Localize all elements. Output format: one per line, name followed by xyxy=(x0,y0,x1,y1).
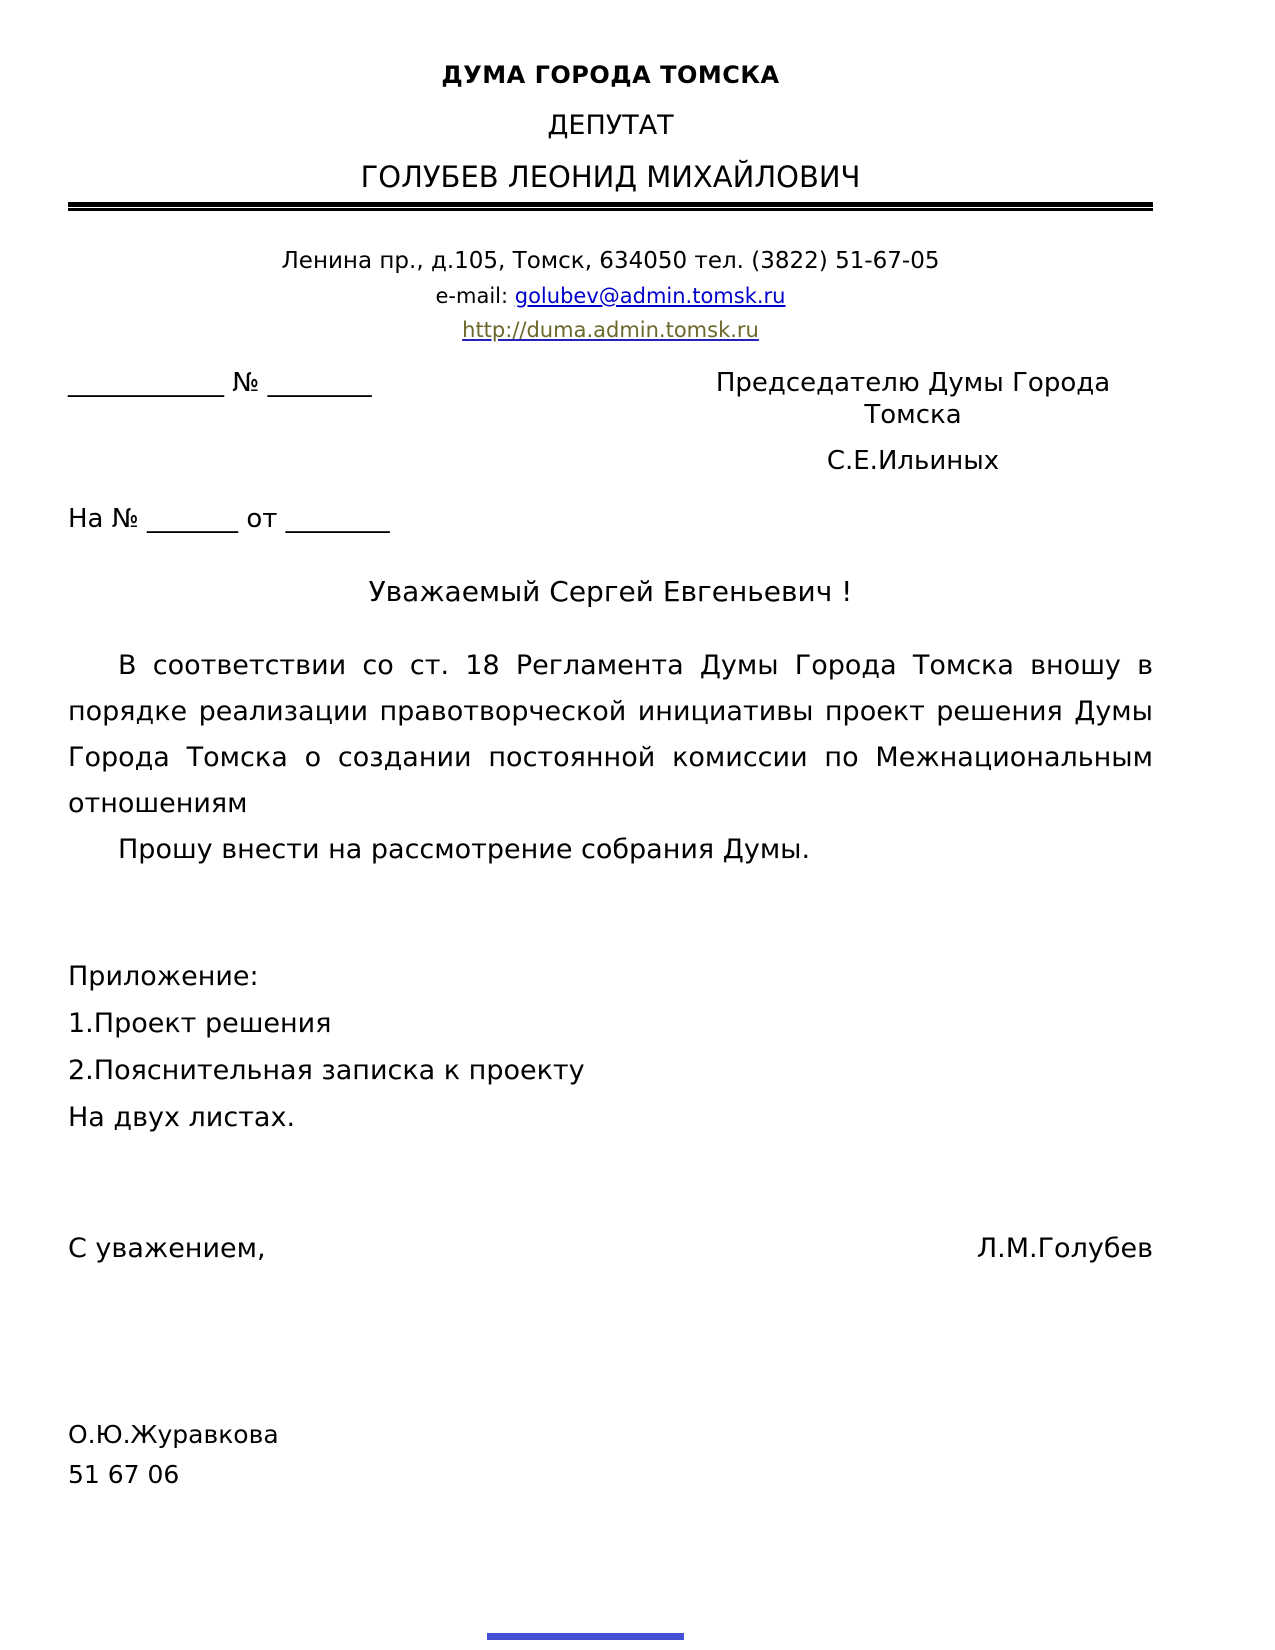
addressee-block xyxy=(673,367,1153,477)
attachment-item-1: 1.Проект решения xyxy=(68,1008,332,1039)
organization-title: ДУМА ГОРОДА ТОМСКА xyxy=(441,61,780,89)
email-label: e-mail: xyxy=(435,284,515,308)
deputy-name: ГОЛУБЕВ ЛЕОНИД МИХАЙЛОВИЧ xyxy=(360,160,861,194)
contact-block xyxy=(68,247,1153,343)
incoming-number-blank: На № _______ от ________ xyxy=(68,504,390,534)
signature-name: Л.М.Голубев xyxy=(976,1233,1153,1264)
signature-closing: С уважением, xyxy=(68,1233,266,1264)
deputy-role: ДЕПУТАТ xyxy=(547,110,674,141)
addressee-title: Председателю Думы Города Томска xyxy=(715,368,1111,430)
reference-row xyxy=(68,367,1153,477)
attachments-note: На двух листах. xyxy=(68,1102,296,1133)
letterhead-divider xyxy=(68,202,1153,211)
attachment-item-2: 2.Пояснительная записка к проекту xyxy=(68,1055,585,1086)
contact-address: Ленина пр., д.105, Томск, 634050 тел. (3822) 51-67-05 xyxy=(281,248,940,274)
letterhead xyxy=(68,60,1153,194)
contact-website-line xyxy=(68,317,1153,343)
contact-email-line xyxy=(68,283,1153,309)
executor-name: О.Ю.Журавкова xyxy=(68,1420,279,1449)
signature-row xyxy=(68,1233,1153,1265)
executor-footer xyxy=(68,1415,1153,1495)
bottom-blue-line xyxy=(487,1633,684,1640)
outgoing-number-blank: ____________ № ________ xyxy=(68,368,372,398)
body-paragraph-2: Прошу внести на рассмотрение собрания Думы. xyxy=(118,834,811,865)
email-link[interactable]: golubev@admin.tomsk.ru xyxy=(514,284,786,308)
executor-phone: 51 67 06 xyxy=(68,1460,180,1489)
salutation: Уважаемый Сергей Евгеньевич ! xyxy=(368,575,853,608)
attachments-block xyxy=(68,953,1153,1141)
body-paragraph-1: В соответствии со ст. 18 Регламента Думы Города Томска вношу в порядке реализации правотворческой инициативы проект решения Думы Города Томска о создании постоянной комиссии по Межнациональным отношениям xyxy=(68,650,1153,819)
addressee-name: С.Е.Ильиных xyxy=(826,446,1000,476)
attachments-label: Приложение: xyxy=(68,961,259,992)
website-link[interactable]: http://duma.admin.tomsk.ru xyxy=(462,318,759,342)
